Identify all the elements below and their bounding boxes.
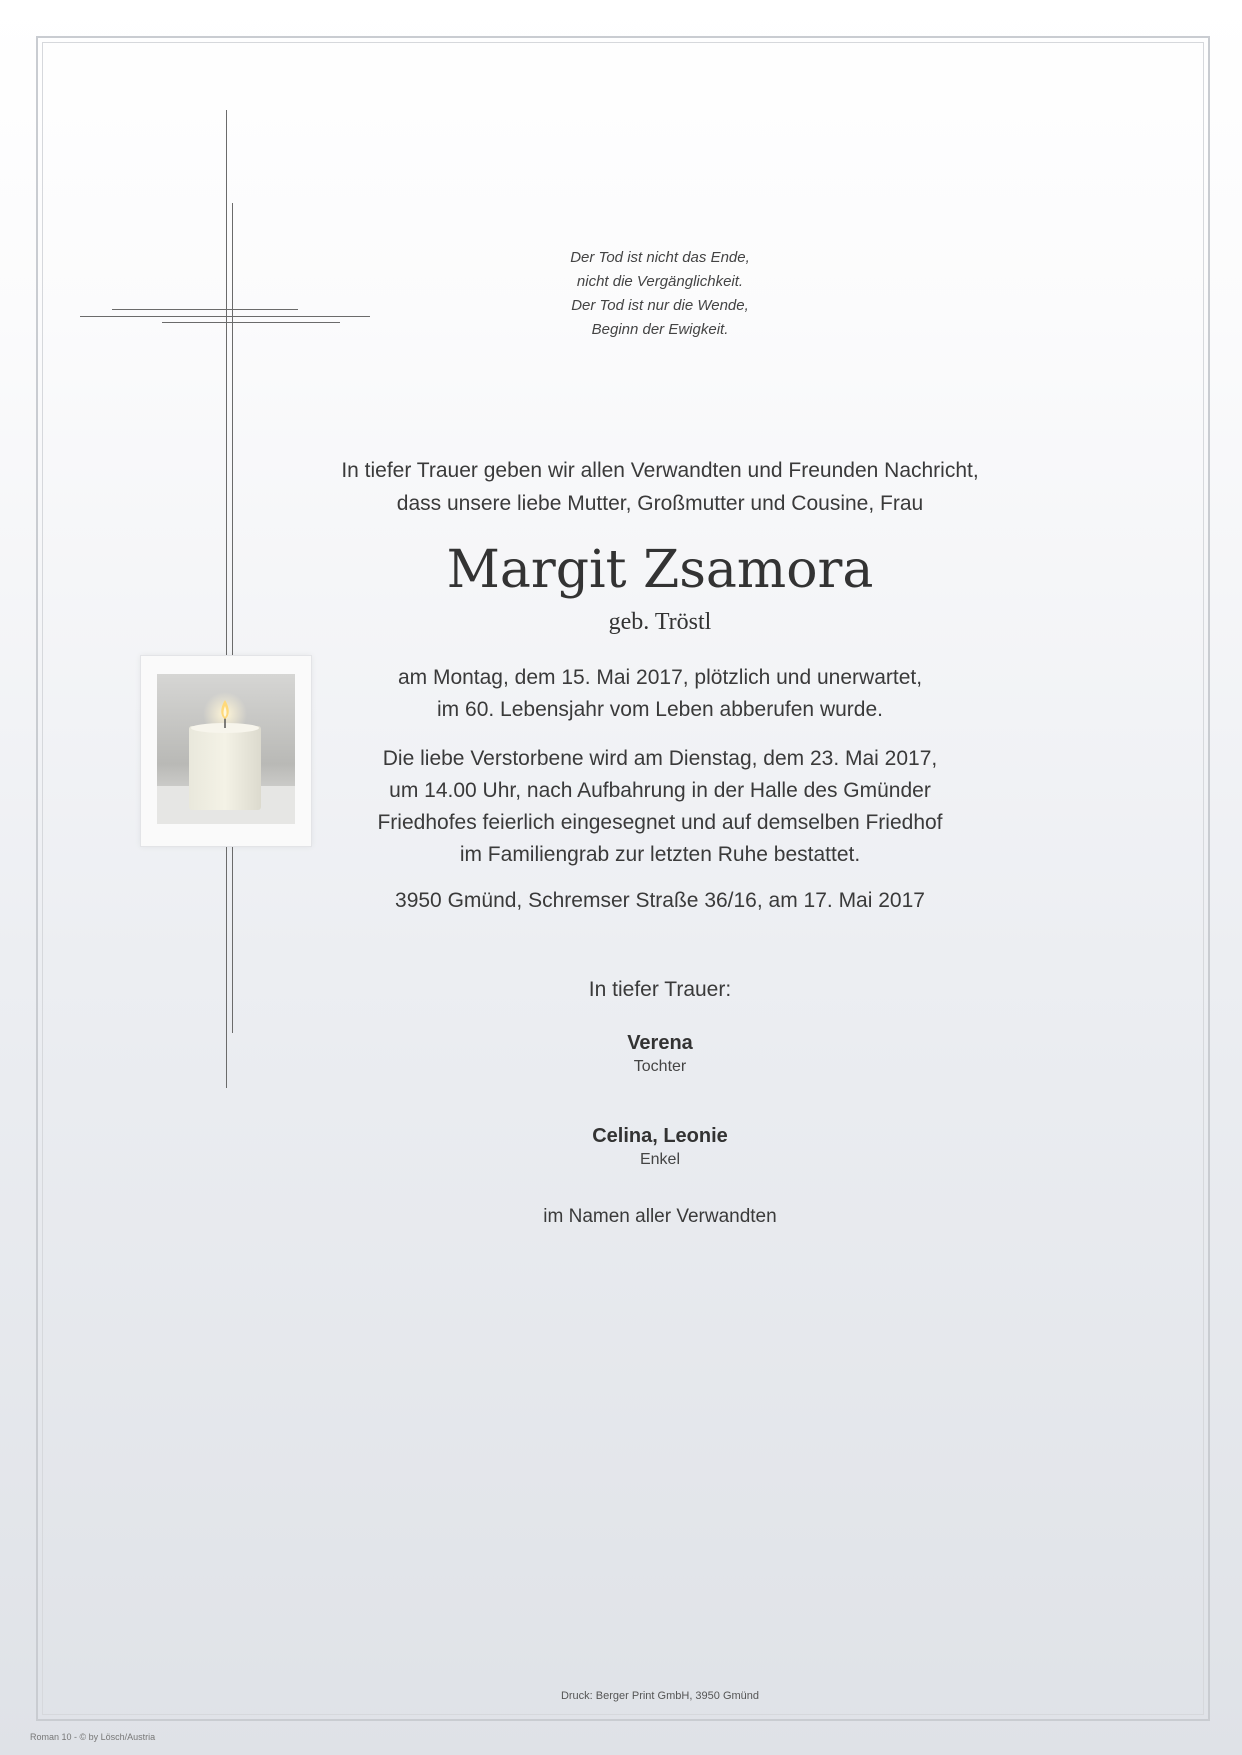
funeral-line: Friedhofes feierlich eingesegnet und auf demselben Friedhof (377, 811, 943, 834)
funeral-line: Die liebe Verstorbene wird am Dienstag, dem 23. Mai 2017, (382, 747, 938, 770)
mourner (240, 1123, 1080, 1171)
funeral-line: im Familiengrab zur letzten Ruhe bestattet. (459, 843, 861, 866)
intro-line: dass unsere liebe Mutter, Großmutter und Cousine, Frau (396, 492, 924, 515)
mourner-name: Verena (627, 1032, 693, 1054)
funeral-line: um 14.00 Uhr, nach Aufbahrung in der Halle des Gmünder (389, 779, 931, 802)
template-credit: Roman 10 - © by Lösch/Austria (30, 1732, 156, 1742)
intro-line: In tiefer Trauer geben wir allen Verwandten und Freunden Nachricht, (341, 459, 979, 482)
mourner-name: Celina, Leonie (592, 1125, 728, 1147)
verse-line: Beginn der Ewigkeit. (591, 321, 729, 338)
printer-credit: Druck: Berger Print GmbH, 3950 Gmünd (560, 1690, 760, 1702)
death-line: am Montag, dem 15. Mai 2017, plötzlich und unerwartet, (397, 666, 923, 689)
funeral-details (240, 743, 1080, 871)
mourner (240, 1030, 1080, 1078)
closing-line: im Namen aller Verwandten (543, 1206, 777, 1227)
death-notice (240, 662, 1080, 726)
deceased-name: Margit Zsamora (446, 540, 874, 600)
death-line: im 60. Lebensjahr vom Leben abberufen wurde. (437, 698, 883, 721)
mourning-heading: In tiefer Trauer: (588, 978, 732, 1001)
mourner-relation: Enkel (639, 1151, 681, 1168)
place-date: 3950 Gmünd, Schremser Straße 36/16, am 17. Mai 2017 (395, 889, 925, 912)
mourner-relation: Tochter (633, 1058, 687, 1075)
verse-line: Der Tod ist nicht das Ende, (570, 249, 750, 266)
verse-line: Der Tod ist nur die Wende, (571, 297, 749, 314)
verse-line: nicht die Vergänglichkeit. (576, 273, 744, 290)
intro-text (240, 454, 1080, 520)
maiden-name: geb. Tröstl (608, 609, 712, 635)
verse (240, 246, 1080, 342)
